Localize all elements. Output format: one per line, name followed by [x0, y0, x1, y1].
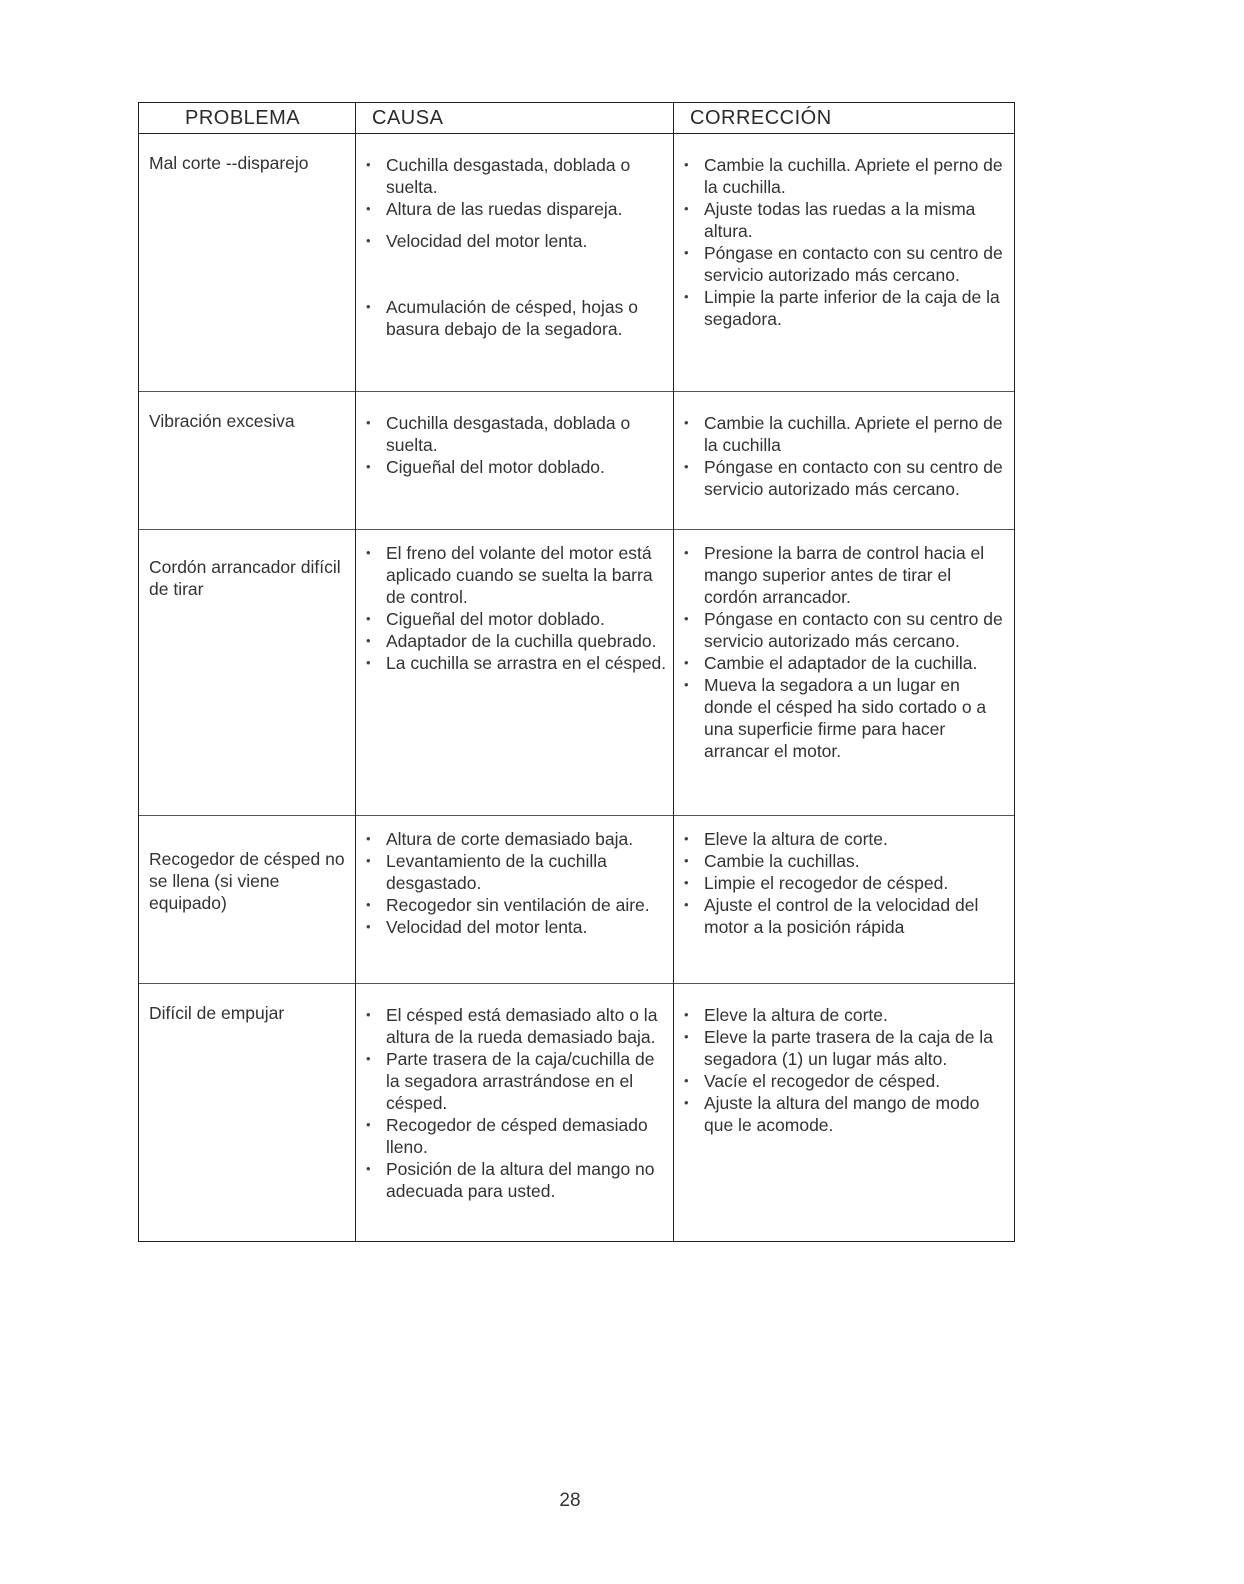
- header-problem: PROBLEMA: [139, 103, 356, 134]
- cause-item: • Altura de las ruedas dispareja.: [360, 198, 667, 220]
- cause-item: • Levantamiento de la cuchilla desgastado.: [360, 850, 667, 894]
- cause-cell: [356, 392, 674, 530]
- header-cause: CAUSA: [356, 103, 674, 134]
- problem-cell: Difícil de empujar: [139, 984, 356, 1242]
- troubleshooting-table: [138, 102, 1015, 1242]
- correction-item: • Ajuste el control de la velocidad del motor a la posición rápida: [678, 894, 1008, 938]
- header-correction: CORRECCIÓN: [674, 103, 1015, 134]
- correction-item: • Ajuste la altura del mango de modo que le acomode.: [678, 1092, 1008, 1136]
- correction-item: • Cambie la cuchilla. Apriete el perno de la cuchilla: [678, 412, 1008, 456]
- cause-cell: [356, 984, 674, 1242]
- correction-item: • Eleve la altura de corte.: [678, 1004, 1008, 1026]
- problem-cell: Recogedor de césped no se llena (si viene equipado): [139, 816, 356, 984]
- cause-item: • El freno del volante del motor está aplicado cuando se suelta la barra de control.: [360, 542, 667, 608]
- cause-list: [360, 828, 667, 938]
- correction-item: • Póngase en contacto con su centro de servicio autorizado más cercano.: [678, 242, 1008, 286]
- correction-item: • Póngase en contacto con su centro de servicio autorizado más cercano.: [678, 608, 1008, 652]
- correction-item: • Cambie el adaptador de la cuchilla.: [678, 652, 1008, 674]
- table-header-row: [139, 103, 1015, 134]
- cause-item: • Recogedor de césped demasiado lleno.: [360, 1114, 667, 1158]
- correction-item: • Póngase en contacto con su centro de servicio autorizado más cercano.: [678, 456, 1008, 500]
- cause-item: • El césped está demasiado alto o la altura de la rueda demasiado baja.: [360, 1004, 667, 1048]
- cause-item: • La cuchilla se arrastra en el césped.: [360, 652, 667, 674]
- cause-item: • Altura de corte demasiado baja.: [360, 828, 667, 850]
- page-number: 28: [559, 1490, 581, 1511]
- table-row: [139, 392, 1015, 530]
- cause-item: • Recogedor sin ventilación de aire.: [360, 894, 667, 916]
- correction-cell: [674, 134, 1015, 392]
- cause-item: • Cuchilla desgastada, doblada o suelta.: [360, 412, 667, 456]
- correction-cell: [674, 392, 1015, 530]
- cause-item: • Cuchilla desgastada, doblada o suelta.: [360, 154, 667, 198]
- correction-item: • Presione la barra de control hacia el mango superior antes de tirar el cordón arrancador.: [678, 542, 1008, 608]
- problem-cell: Vibración excesiva: [139, 392, 356, 530]
- cause-item: • Parte trasera de la caja/cuchilla de la segadora arrastrándose en el césped.: [360, 1048, 667, 1114]
- cause-list: [360, 154, 667, 340]
- correction-item: • Limpie el recogedor de césped.: [678, 872, 1008, 894]
- correction-list: [678, 828, 1008, 938]
- cause-cell: [356, 530, 674, 816]
- correction-list: [678, 154, 1008, 330]
- cause-item: • Acumulación de césped, hojas o basura debajo de la segadora.: [360, 296, 667, 340]
- correction-list: [678, 542, 1008, 762]
- cause-list: [360, 1004, 667, 1202]
- table-row: [139, 530, 1015, 816]
- correction-list: [678, 412, 1008, 500]
- cause-item: • Velocidad del motor lenta.: [360, 916, 667, 938]
- cause-list: [360, 542, 667, 674]
- correction-cell: [674, 816, 1015, 984]
- correction-cell: [674, 984, 1015, 1242]
- cause-cell: [356, 816, 674, 984]
- correction-item: • Limpie la parte inferior de la caja de la segadora.: [678, 286, 1008, 330]
- problem-cell: Mal corte --disparejo: [139, 134, 356, 392]
- cause-item: • Adaptador de la cuchilla quebrado.: [360, 630, 667, 652]
- table-row: [139, 984, 1015, 1242]
- correction-item: • Eleve la parte trasera de la caja de la segadora (1) un lugar más alto.: [678, 1026, 1008, 1070]
- correction-item: • Eleve la altura de corte.: [678, 828, 1008, 850]
- table-row: [139, 134, 1015, 392]
- table-row: [139, 816, 1015, 984]
- correction-item: • Vacíe el recogedor de césped.: [678, 1070, 1008, 1092]
- cause-item: • Posición de la altura del mango no adecuada para usted.: [360, 1158, 667, 1202]
- correction-cell: [674, 530, 1015, 816]
- correction-item: • Cambie la cuchillas.: [678, 850, 1008, 872]
- cause-list: [360, 412, 667, 478]
- cause-cell: [356, 134, 674, 392]
- correction-item: • Mueva la segadora a un lugar en donde el césped ha sido cortado o a una superficie firme para hacer arrancar el motor.: [678, 674, 1008, 762]
- cause-item: • Cigueñal del motor doblado.: [360, 456, 667, 478]
- correction-item: • Cambie la cuchilla. Apriete el perno de la cuchilla.: [678, 154, 1008, 198]
- correction-item: • Ajuste todas las ruedas a la misma altura.: [678, 198, 1008, 242]
- correction-list: [678, 1004, 1008, 1136]
- cause-item: • Cigueñal del motor doblado.: [360, 608, 667, 630]
- cause-item: • Velocidad del motor lenta.: [360, 230, 667, 252]
- problem-cell: Cordón arrancador difícil de tirar: [139, 530, 356, 816]
